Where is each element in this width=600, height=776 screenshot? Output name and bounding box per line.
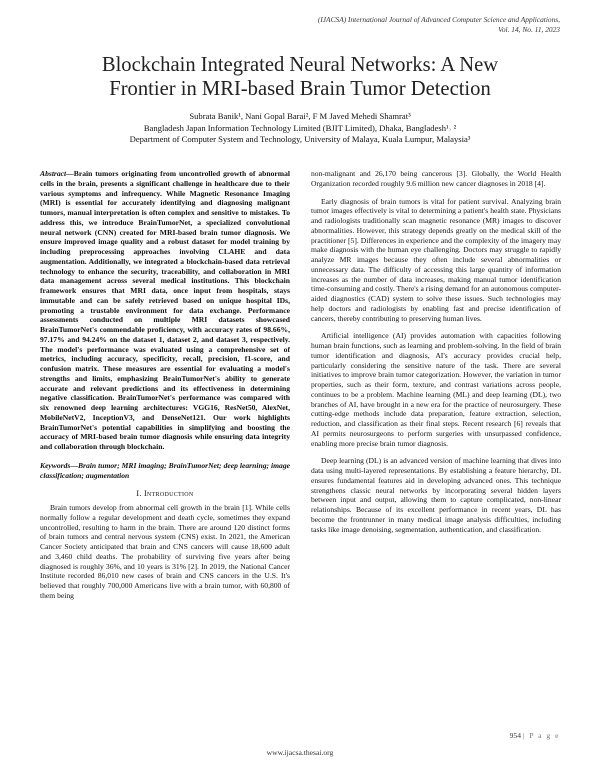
- intro-paragraph-4: Deep learning (DL) is an advanced version of machine learning that dives into data using multi-layered representations. By establishing a feature hierarchy, DL ensures fundamental features aid in developing advanced ones. This technique strengthens classic neural networks by incorporating several hidden layers between input and output, allowing them to capture complicated, non-linear relationships. Because of its excellent performance in recent years, DL has become the frontrunner in many medical image analysis difficulties, including tasks like image denoising, segmentation, authentication, and classification.: [311, 456, 561, 534]
- abstract: [40, 169, 290, 452]
- page-number: [510, 731, 560, 740]
- intro-paragraph-3: Artificial intelligence (AI) provides automation with capacities following human brain functions, such as learning and problem-solving. In the field of brain tumor identification and diagnosis, AI's accuracy provides crucial help, particularly considering the sensitive nature of the task. There are several initiatives to improve brain tumor categorization. However, the variation in tumor properties, such as their form, texture, and contrast variations across people, continues to be a problem. Machine learning (ML) and deep learning (DL), two branches of AI, have brought in a new era for the practice of neurosurgery. These cutting-edge methods include data preparation, feature extraction, selection, reduction, and classification as their final steps. Recent research [6] reveals that AI permits neurosurgeons to perform surgeries with unsurpassed confidence, enabling more precise brain tumor diagnosis.: [311, 331, 561, 448]
- right-column: [311, 169, 561, 534]
- abstract-lead: Abstract—: [40, 169, 74, 178]
- abstract-text: Brain tumors originating from uncontrolled growth of abnormal cells in the brain, presents a significant challenge in healthcare due to their various symptoms and infrequency. While Magnetic Resonance Imaging (MRI) is essential for accurately identifying and diagnosing malignant tumors, manual interpretation is often complex and sensitive to mistakes. To address this, we introduce BrainTumorNet, a specialized convolutional neural network (CNN) created for MRI-based brain tumor diagnosis. We ensure improved image quality and a robust dataset for model training by including preprocessing approaches involving CLAHE and data augmentation. Additionally, we integrated a blockchain-based data retrieval technology to enhance the security, traceability, and collaboration in MRI data management across several medical institutions. This blockchain framework ensures that MRI data, once input from hospitals, stays immutable and can be safely retrieved based on unique hospital IDs, promoting a trustable environment for data exchange. Performance assessments conducted on multiple MRI datasets showcased BrainTumorNet's commendable proficiency, with accuracy rates of 98.66%, 97.17% and 94.24% on the dataset 1, dataset 2, and dataset 3, respectively. The model's performance was evaluated using a comprehensive set of metrics, including accuracy, specificity, recall, precision, f1-score, and confusion matrix. These measures are essential for evaluating a model's strengths and limits, emphasizing BrainTumorNet's ability to generate accurate and relevant predictions and its effectiveness in determining negative classification. BrainTumorNet's performance was compared with six renowned deep learning architectures: VGG16, ResNet50, AlexNet, MobileNetV2, InceptionV3, and DenseNet121. Our work highlights BrainTumorNet's potential capabilities in simplifying and boosting the accuracy of MRI-based brain tumor diagnosis while ensuring data integrity and collaboration through blockchain.: [40, 169, 290, 451]
- keywords: Keywords—Brain tumor; MRI imaging; BrainTumorNet; deep learning; image classification; augmentation: [40, 460, 290, 480]
- intro-paragraph-1-continued: non-malignant and 26,170 being cancerous [3]. Globally, the World Health Organization recorded roughly 9.6 million new cancer diagnoses in 2018 [4].: [311, 169, 561, 188]
- journal-name: (IJACSA) International Journal of Advanced Computer Science and Applications,: [317, 15, 560, 24]
- left-column: [40, 169, 290, 601]
- journal-header: [318, 15, 560, 35]
- section-heading-introduction: I. Introduction: [136, 489, 194, 499]
- affiliation-1: Bangladesh Japan Information Technology Limited (BJIT Limited), Dhaka, Bangladesh¹˒ ²: [143, 122, 457, 133]
- title-line-1: Blockchain Integrated Neural Networks: A New: [101, 54, 499, 76]
- page-label: | P a g e: [522, 731, 560, 740]
- footer-url[interactable]: www.ijacsa.thesai.org: [266, 748, 334, 757]
- author-block: [40, 111, 560, 146]
- title-line-2: Frontier in MRI-based Brain Tumor Detection: [109, 78, 491, 100]
- page-number-value: 954: [509, 731, 521, 740]
- affiliation-2: Department of Computer System and Technology, University of Malaya, Kuala Lumpur, Malaysia³: [129, 134, 471, 144]
- paper-title: [40, 53, 560, 101]
- author-names: Subrata Banik¹, Nani Gopal Barai², F M Javed Mehedi Shamrat³: [189, 111, 411, 121]
- journal-volume: Vol. 14, No. 11, 2023: [498, 25, 560, 34]
- intro-paragraph-1: Brain tumors develop from abnormal cell growth in the brain [1]. While cells normally follow a regular development and death cycle, sometimes they expand uncontrolled, resulting to harm in the brain. There are around 120 distinct forms of brain tumors and central nervous system (CNS) exist. In 2021, the American Cancer Society anticipated that brain and CNS cancers will cause 18,600 adult and 3,460 child deaths. The probability of surviving five years after being diagnosed is roughly 36%, and 10 years is 31% [2]. In 2019, the National Cancer Institute recorded 86,010 new cases of brain and CNS cancers in the U.S. It's believed that roughly 700,000 Americans live with a brain tumor, with 60,800 of them being: [40, 503, 290, 600]
- intro-paragraph-2: Early diagnosis of brain tumors is vital for patient survival. Analyzing brain tumor images effectively is vital to determining a patient's health state. Physicians and radiologists traditionally scan magnetic resonance (MR) images to discover abnormalities. However, this strategy depends greatly on the medical skill of the practitioner [5]. Differences in experience and the complexity of the imagery may make diagnosis with the human eye challenging. Doctors may struggle to rapidly analyze MR images because they often include several abnormalities or unnecessary data. The difficulty of accessing this large quantity of information increases as the number of data increases, making manual tumor identification time-consuming and costly. There's a rising demand for an autonomous computer-aided diagnostics (CAD) system to solve these issues. Such technologies may help doctors and radiologists by enabling fast and precise identification of cancers, thereby contributing to preserving human lives.: [311, 196, 561, 323]
